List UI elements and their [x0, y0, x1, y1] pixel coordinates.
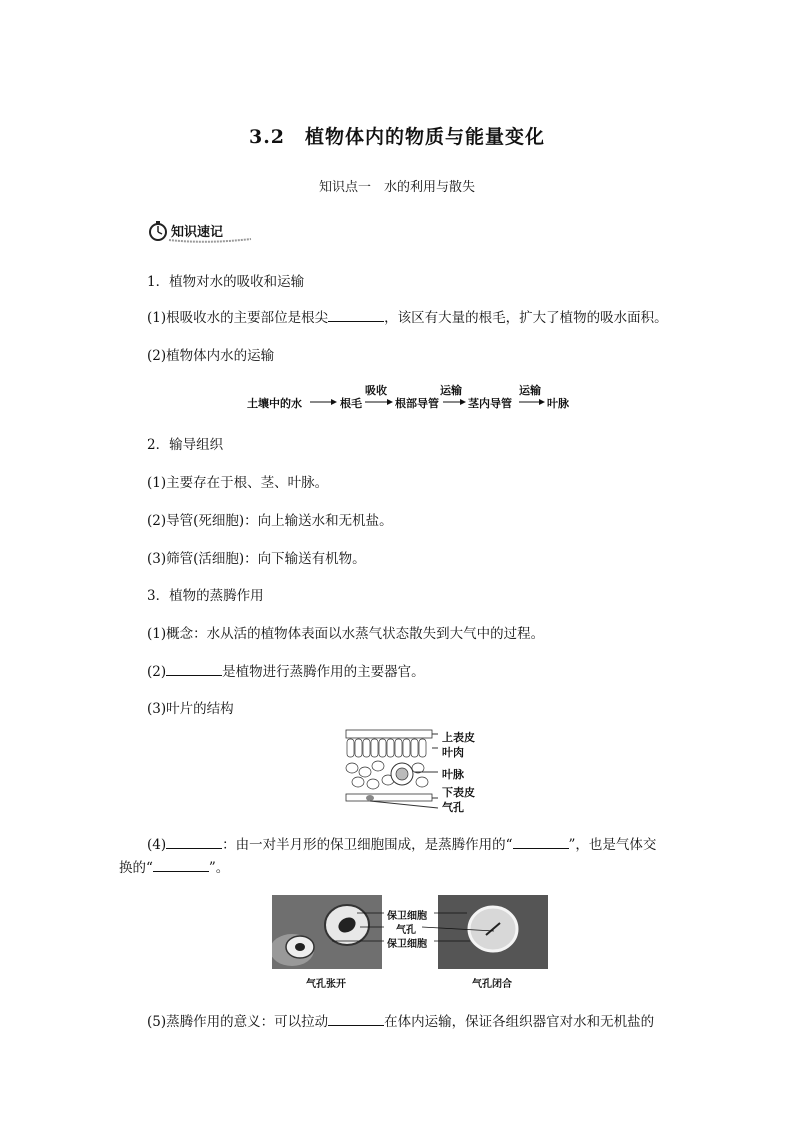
text: (5)蒸腾作用的意义：可以拉动: [147, 1014, 329, 1030]
fill-blank: [513, 835, 569, 849]
para-3-4: [147, 833, 656, 853]
water-flow-diagram: [247, 382, 587, 412]
stomata-figure: [272, 893, 548, 989]
para-2-3: (3)筛管(活细胞)：向下输送有机物。: [147, 551, 366, 567]
text: ”，也是气体交: [568, 837, 657, 853]
flow-node: 根毛: [340, 397, 362, 410]
fill-blank: [328, 1012, 384, 1026]
stoma-caption: 气孔闭合: [472, 979, 512, 990]
fill-blank: [153, 858, 209, 872]
badge-label: 知识速记: [171, 225, 224, 240]
para-3-4-cont: [119, 856, 229, 876]
para-3-2: [147, 660, 425, 680]
page-title: 3.2 植物体内的物质与能量变化: [248, 126, 546, 148]
text: 在体内运输，保证各组织器官对水和无机盐的: [384, 1014, 655, 1030]
flow-arrow-label: 运输: [440, 384, 462, 397]
stoma-label: 气孔: [396, 925, 416, 936]
text: (2): [147, 664, 167, 680]
section-subtitle: 知识点一 水的利用与散失: [318, 180, 475, 195]
para-2-1: (1)主要存在于根、茎、叶脉。: [147, 475, 329, 491]
stoma-label: 保卫细胞: [387, 939, 427, 950]
para-2-2: (2)导管(死细胞)：向上输送水和无机盐。: [147, 513, 393, 529]
para-1-1: [147, 306, 668, 326]
flow-arrow-label: 吸收: [365, 384, 387, 397]
fill-blank: [166, 835, 222, 849]
leaf-label: 叶肉: [442, 746, 464, 759]
text: ：由一对半月形的保卫细胞围成，是蒸腾作用的“: [222, 837, 513, 853]
heading-1: 1．植物对水的吸收和运输: [147, 274, 305, 290]
para-3-5: [147, 1010, 654, 1030]
flow-node: 根部导管: [395, 397, 439, 410]
heading-3: 3．植物的蒸腾作用: [147, 588, 264, 604]
leaf-label: 叶脉: [442, 768, 464, 781]
flow-node: 土壤中的水: [247, 397, 302, 410]
para-3-3: (3)叶片的结构: [147, 701, 234, 717]
heading-2: 2．输导组织: [147, 437, 224, 453]
text: (1)根吸收水的主要部位是根尖: [147, 310, 329, 326]
text: ，该区有大量的根毛，扩大了植物的吸水面积。: [384, 310, 668, 326]
flow-node: 茎内导管: [468, 397, 512, 410]
stoma-label: 保卫细胞: [387, 911, 427, 922]
text: 是植物进行蒸腾作用的主要器官。: [222, 664, 425, 680]
knowledge-badge: [147, 218, 253, 244]
stoma-caption: 气孔张开: [306, 979, 346, 990]
leaf-structure-figure: [340, 726, 480, 814]
text: (4): [147, 837, 167, 853]
text: 换的“: [119, 860, 153, 876]
fill-blank: [328, 308, 384, 322]
flow-arrow-label: 运输: [519, 384, 541, 397]
para-1-2: (2)植物体内水的运输: [147, 348, 275, 364]
leaf-label: 下表皮: [442, 786, 475, 799]
leaf-label: 气孔: [442, 801, 464, 814]
fill-blank: [166, 662, 222, 676]
leaf-label: 上表皮: [442, 731, 475, 744]
leaf-cross-section: [340, 726, 440, 814]
para-3-1: (1)概念：水从活的植物体表面以水蒸气状态散失到大气中的过程。: [147, 626, 545, 642]
text: ”。: [208, 860, 230, 876]
flow-node: 叶脉: [547, 397, 569, 410]
